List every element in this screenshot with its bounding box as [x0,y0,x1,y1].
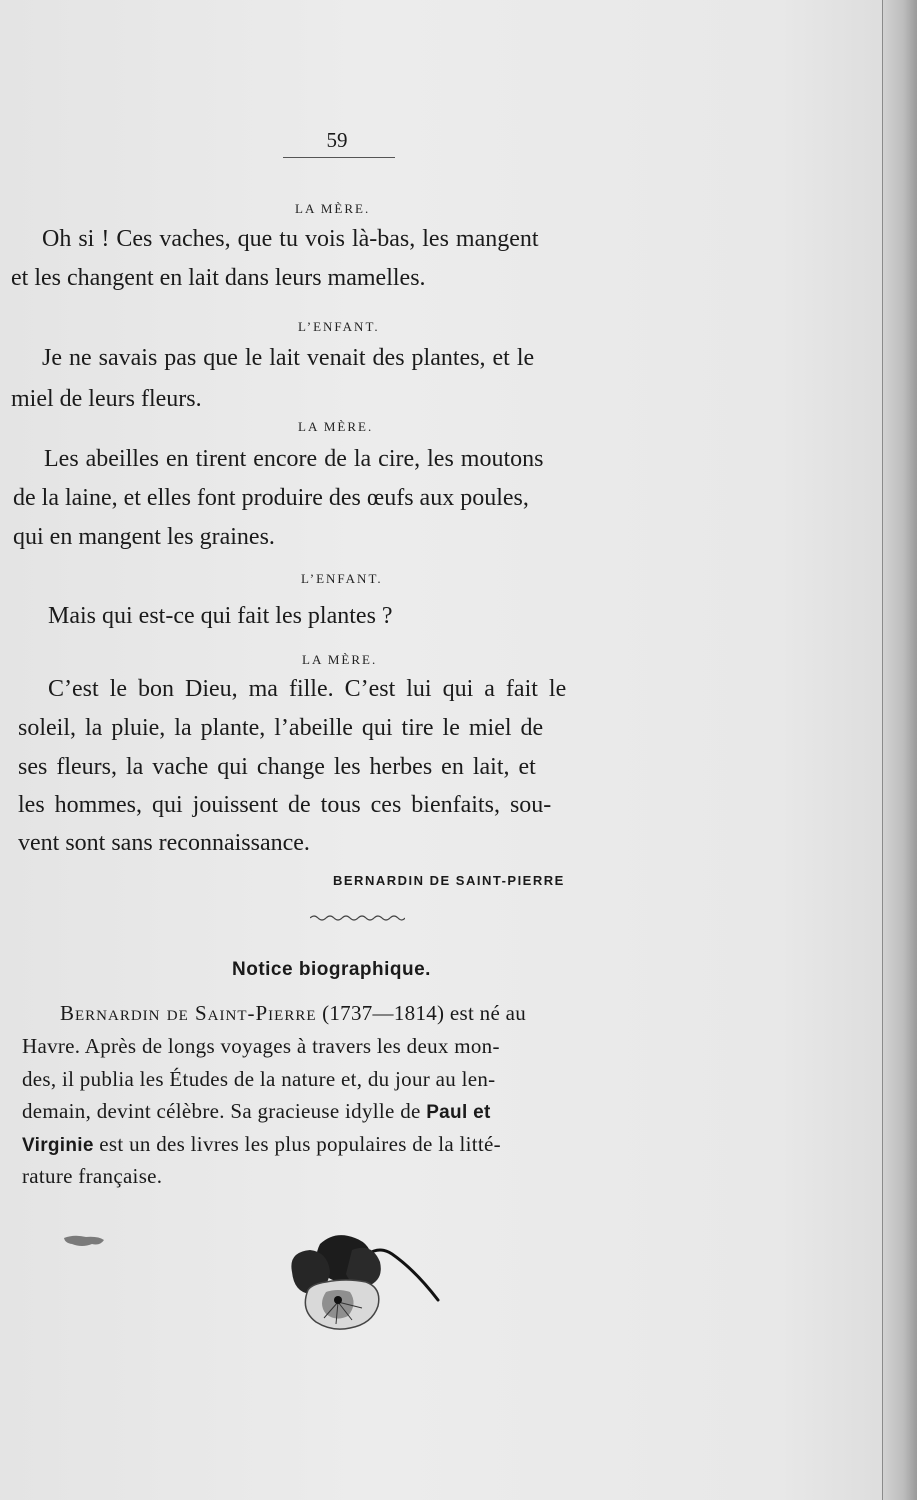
body-line: Je ne savais pas que le lait venait des plantes, et le [42,345,535,371]
body-line: et les changent en lait dans leurs mamelles. [11,265,426,291]
speaker-label: L’ENFANT. [301,571,383,586]
body-line: ses fleurs, la vache qui change les herbes en lait, et [18,754,536,780]
header-rule [283,157,395,158]
notice-line: rature française. [22,1164,163,1188]
body-line: miel de leurs fleurs. [11,386,202,412]
notice-line: des, il publia les Études de la nature et, du jour au len- [22,1067,496,1091]
notice-line [22,1099,491,1124]
body-line: les hommes, qui jouissent de tous ces bienfaits, sou- [18,792,552,818]
author-signature: BERNARDIN DE SAINT-PIERRE [333,873,565,888]
page-number: 59 [326,128,348,152]
speaker-label: L’ENFANT. [298,319,380,334]
page-edge [882,0,917,1500]
notice-text: est un des livres les plus populaires de la litté- [93,1132,501,1156]
body-line: soleil, la pluie, la plante, l’abeille qui tire le miel de [18,715,544,741]
book-title: Virginie [22,1135,94,1156]
body-line: vent sont sans reconnaissance. [18,830,310,856]
speaker-label: LA MÈRE. [298,419,374,434]
notice-text: demain, devint célèbre. Sa gracieuse idylle de [22,1099,427,1123]
speaker-label: LA MÈRE. [302,652,378,667]
body-line: C’est le bon Dieu, ma fille. C’est lui qui a fait le [48,676,567,702]
wavy-divider-icon [310,912,405,924]
notice-line [22,1132,501,1157]
body-line: Mais qui est-ce qui fait les plantes ? [48,603,393,629]
ink-smudge [62,1232,106,1250]
body-line: de la laine, et elles font produire des œufs aux poules, [13,485,529,511]
speaker-label: LA MÈRE. [295,201,371,216]
notice-text: (1737—1814) est né au [316,1001,527,1025]
notice-line: Havre. Après de longs voyages à travers les deux mon- [22,1034,500,1058]
notice-title: Notice biographique. [232,959,431,980]
notice-line [60,1001,526,1026]
author-name: Bernardin de Saint-Pierre [60,1001,317,1025]
body-line: Oh si ! Ces vaches, que tu vois là-bas, les mangent [42,226,539,252]
pansy-flower-icon [280,1232,445,1337]
body-line: qui en mangent les graines. [13,524,275,550]
book-title: Paul et [426,1102,491,1123]
body-line: Les abeilles en tirent encore de la cire, les moutons [44,446,544,472]
